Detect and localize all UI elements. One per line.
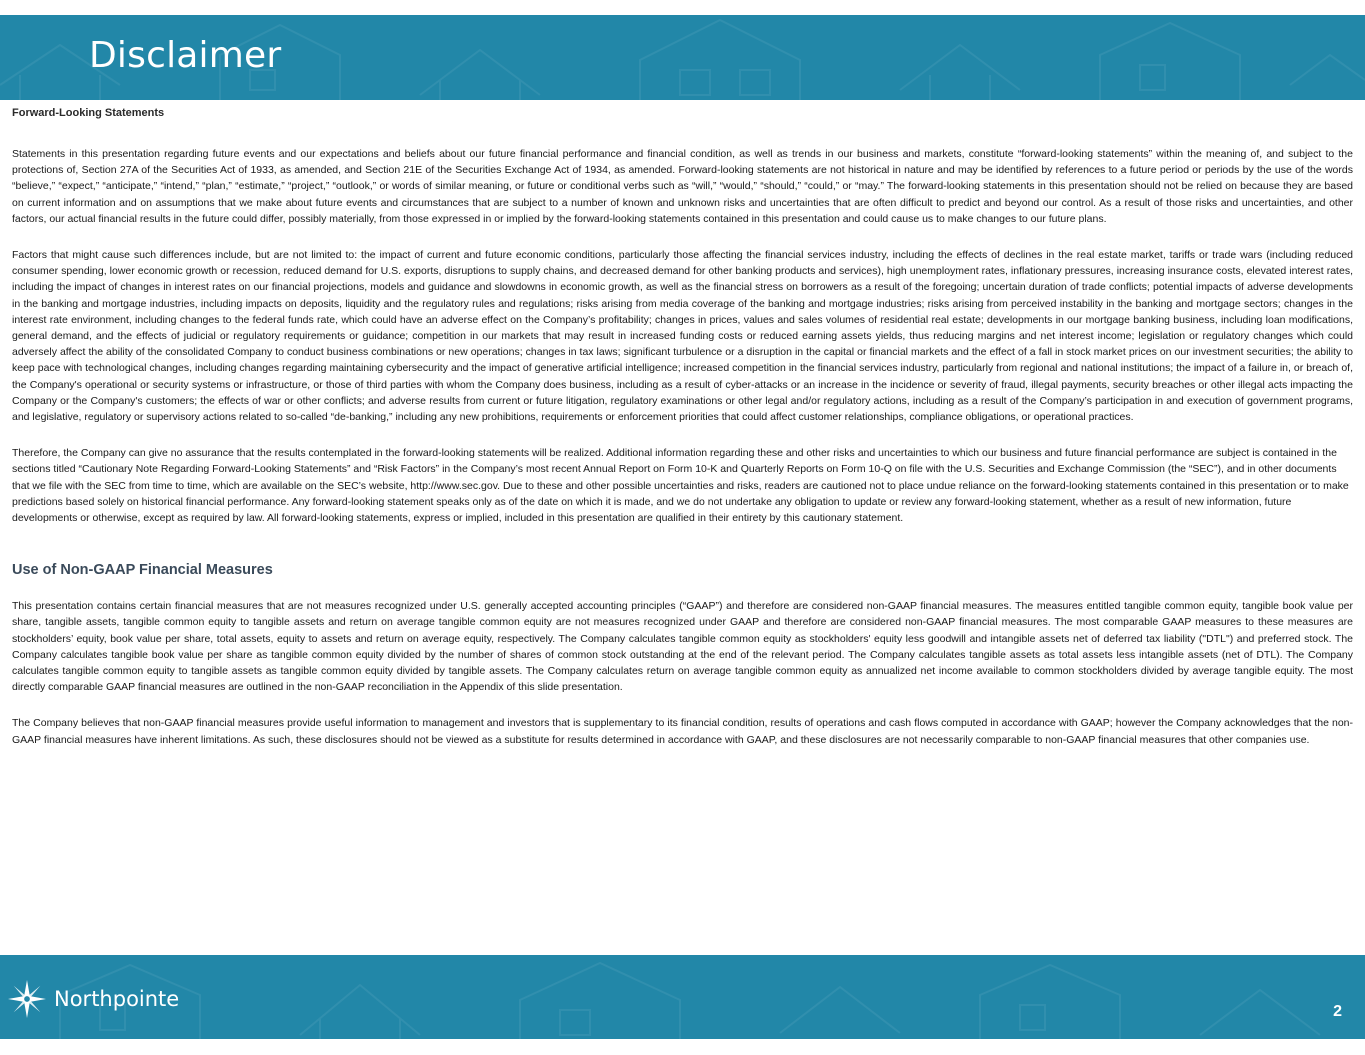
title-banner [0, 15, 1365, 100]
non-gaap-heading: Use of Non-GAAP Financial Measures [12, 562, 273, 579]
logo-text: Northpointe [54, 987, 180, 1011]
non-gaap-paragraph-1: This presentation contains certain financial measures that are not measures recognized under U.S. generally accepted accounting principles (“GAAP”) and therefore are considered non-GAAP financial measures. The measures entitled tangible common equity, tangible book value per share, tangible assets, tangible common equity to tangible assets and return on average tangible common equity are not measures recognized under GAAP and therefore are considered non-GAAP financial measures. The most comparable GAAP measures to these measures are stockholders’ equity, book value per share, total assets, equity to assets and return on average equity, respectively. The Company calculates tangible common equity as stockholders' equity less goodwill and intangible assets net of deferred tax liability ("DTL") and preferred stock. The Company calculates tangible book value per share as tangible common equity divided by the number of shares of common stock outstanding at the end of the relevant period. The Company calculates tangible assets as total assets less intangible assets (net of DTL). The Company calculates tangible common equity to tangible assets as tangible common equity divided by tangible assets. The Company calculates return on average tangible common equity as annualized net income available to common stockholders divided by average tangible equity. The most directly comparable GAAP financial measures are outlined in the non-GAAP reconciliation in the Appendix of this slide presentation. [12, 600, 1353, 694]
forward-looking-paragraph-3: Therefore, the Company can give no assurance that the results contemplated in the forward-looking statements will be realized. Additional information regarding these and other risks and uncertainties to which our business and future financial performance are subject is contained in the sections titled “Cautionary Note Regarding Forward-Looking Statements” and “Risk Factors” in the Company’s most recent Annual Report on Form 10-K and Quarterly Reports on Form 10-Q on file with the U.S. Securities and Exchange Commission (the “SEC”), and in other documents that we file with the SEC from time to time, which are available on the SEC’s website, http://www.sec.gov. Due to these and other possible uncertainties and risks, readers are cautioned not to place undue reliance on the forward-looking statements contained in this presentation or to make predictions based solely on historical financial performance. Any forward-looking statement speaks only as of the date on which it is made, and we do not undertake any obligation to update or review any forward-looking statement, whether as a result of new information, future developments or otherwise, except as required by law. All forward-looking statements, express or implied, included in this presentation are qualified in their entirety by this cautionary statement. [12, 447, 1349, 525]
non-gaap-paragraph-2: The Company believes that non-GAAP financial measures provide useful information to management and investors that is supplementary to its financial condition, results of operations and cash flows computed in accordance with GAAP; however the Company acknowledges that the non-GAAP financial measures have inherent limitations. As such, these disclosures should not be viewed as a substitute for results determined in accordance with GAAP, and these disclosures are not necessarily comparable to non-GAAP financial measures that other companies use. [12, 717, 1353, 746]
house-pattern-background [0, 955, 1365, 1039]
page-title: Disclaimer [89, 35, 282, 76]
forward-looking-paragraph-1: Statements in this presentation regarding future events and our expectations and beliefs about our future financial performance and financial condition, as well as trends in our business and markets, constitute “forward-looking statements” within the meaning of, and subject to the protections of, Section 27A of the Securities Act of 1933, as amended, and Section 21E of the Securities Exchange Act of 1934, as amended. Forward-looking statements are not historical in nature and may be identified by references to a future period or periods by the use of the words “believe,” “expect,” “anticipate,” “intend,” “plan,” “estimate,” “project,” “outlook,” or words of similar meaning, or future or conditional verbs such as “will,” “would,” “should,” “could,” or “may.” The forward-looking statements in this presentation should not be relied on because they are based on current information and on assumptions that we make about future events and circumstances that are subject to a number of known and unknown risks and uncertainties that are often difficult to predict and beyond our control. As a result of those risks and uncertainties, and other factors, our actual financial results in the future could differ, possibly materially, from those expressed in or implied by the forward-looking statements contained in this presentation and could cause us to make changes to our future plans. [12, 148, 1353, 225]
forward-looking-heading: Forward-Looking Statements [12, 107, 165, 119]
disclaimer-body [12, 107, 1353, 764]
forward-looking-paragraph-2: Factors that might cause such differences include, but are not limited to: the impact of current and future economic conditions, particularly those affecting the financial services industry, including the effects of declines in the real estate market, tariffs or trade wars (including reduced consumer spending, lower economic growth or recession, reduced demand for U.S. exports, disruptions to supply chains, and decreased demand for other banking products and services), high unemployment rates, inflationary pressures, increasing insurance costs, elevated interest rates, including the impact of changes in interest rates on our financial projections, models and guidance and slowdowns in economic growth, as well as the financial stress on borrowers as a result of the foregoing; uncertain duration of trade conflicts; potential impacts of adverse developments in the banking and mortgage industries, including impacts on deposits, liquidity and the regulatory rules and regulations; risks arising from media coverage of the banking and mortgage industries; risks arising from perceived instability in the banking and mortgage sectors; changes in the interest rate environment, including changes to the federal funds rate, which could have an adverse effect on the Company’s profitability; changes in prices, values and sales volumes of residential real estate; developments in our mortgage banking business, including loan modifications, general demand, and the effects of judicial or regulatory requirements or guidance; competition in our markets that may result in increased funding costs or reduced earning assets yields, thus reducing margins and net interest income; legislation or regulatory changes which could adversely affect the ability of the consolidated Company to conduct business combinations or new operations; changes in tax laws; significant turbulence or a disruption in the capital or financial markets and the effect of a fall in stock market prices on our investment securities; the ability to keep pace with technological changes, including changes regarding maintaining cybersecurity and the impact of generative artificial intelligence; increased competition in the financial services industry, particularly from regional and national institutions; the impact of a failure in, or breach of, the Company's operational or security systems or infrastructure, or those of third parties with whom the Company does business, including as a result of cyber-attacks or an increase in the incidence or severity of fraud, illegal payments, security breaches or other illegal acts impacting the Company or the Company's customers; the effects of war or other conflicts; and adverse results from current or future litigation, regulatory examinations or other legal and/or regulatory actions, including as a result of the Company’s participation in and execution of government programs, and legislative, regulatory or supervisory actions related to so-called “de-banking,” including any new prohibitions, requirements or enforcement priorities that could affect customer relationships, compliance obligations, or operational practices. [12, 249, 1353, 424]
footer-banner [0, 955, 1365, 1039]
company-logo [8, 981, 179, 1017]
compass-star-icon [8, 980, 46, 1018]
page-number: 2 [1333, 1003, 1342, 1020]
